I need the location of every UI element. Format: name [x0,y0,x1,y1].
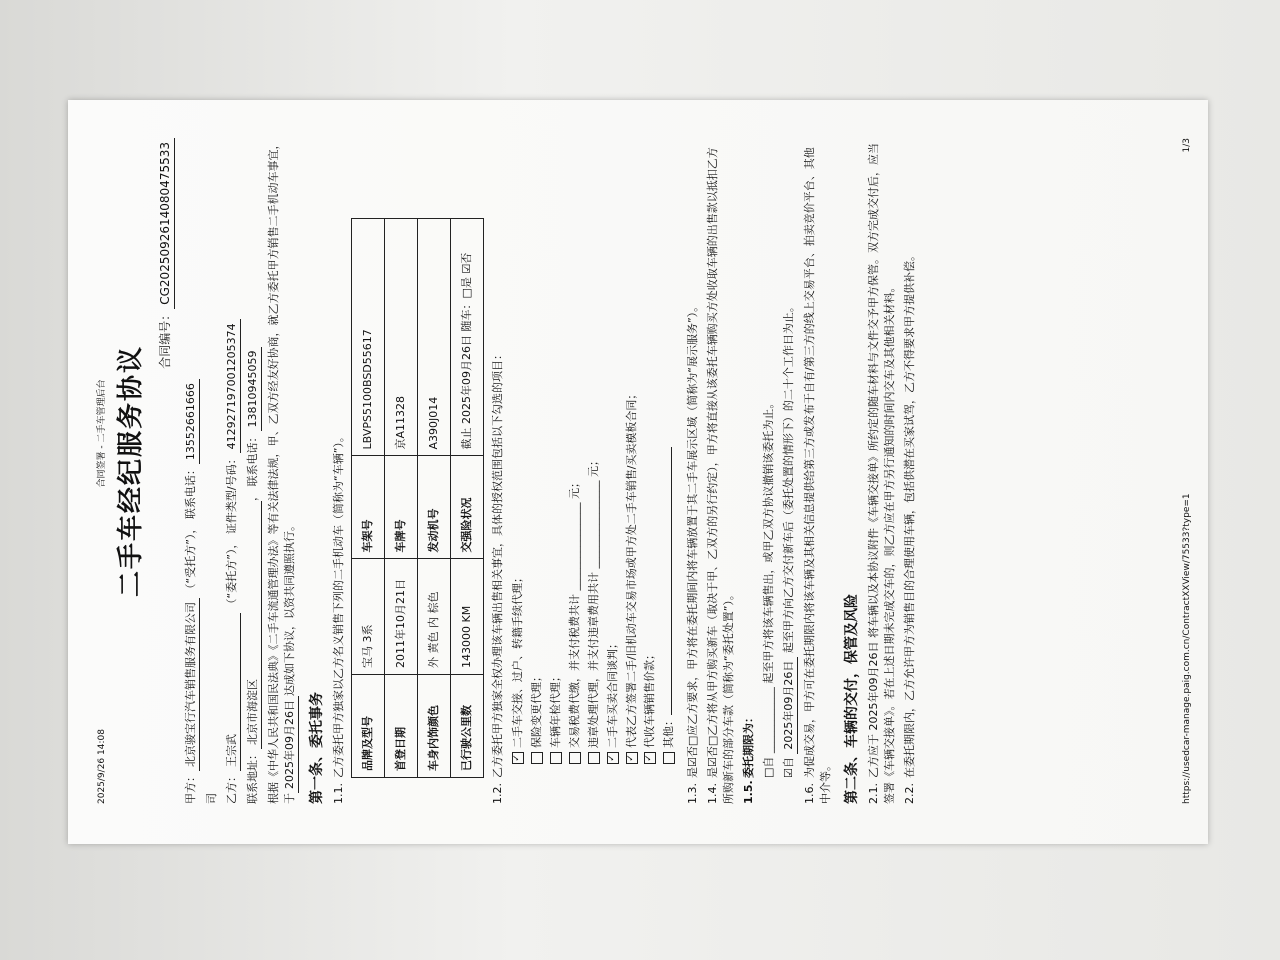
option-item [661,138,677,764]
option-text: 代表乙方签署二手/旧机动车交易市场或甲方处二手车销售/买卖模板合同； [624,388,638,748]
party-b-label: 乙方： [225,771,238,804]
party-a-label: 甲方： [184,771,198,804]
party-a-row: 甲方：北京骏宝行汽车销售服务有限公司 （“受托方”）， 联系电话：13552661666 [183,138,200,804]
engine-label: 发动机号 [417,456,450,559]
party-a-role: （“受托方”） [184,533,198,595]
clause-number: 1.5. [742,780,756,804]
party-b-row: 乙方：王宗武 （“委托方”）， 证件类型/号码：412927197001205374 [224,138,241,804]
party-b-id: 412927197001205374 [224,319,241,453]
contact-address-label: 联系地址： [245,749,259,804]
party-a-name: 北京骏宝行汽车销售服务有限公司 [183,598,200,771]
clause-2-2 [902,138,918,804]
checkbox-icon [663,752,675,764]
preamble-date: 2025年09月26日 [282,696,299,793]
footer-url: https://usedcar-manage.paig.com.cn/ContractXXView/75533?type=1 [1181,493,1192,804]
reg-date-value: 2011年10月21日 [384,559,417,675]
preamble-text: 根据《中华人民共和国民法典》《二手车流通管理办法》等有关法律法规，甲、乙双方经友好协商，就乙方委托甲方销售二手机动车事宜，于 [266,138,296,804]
clause-number: 1.2. [490,783,504,804]
contact-phone: 13810945059 [245,347,262,432]
print-datetime: 2025/9/26 14:08 [97,729,107,804]
option-item [605,138,621,764]
clause-1-4 [705,138,737,804]
checkbox-icon [569,752,581,764]
contract-number-value: CG2025092614080475533 [157,138,175,309]
clause-number: 1.3. [686,783,700,804]
print-header-title: 合同签署 - 二手车管理后台 [97,379,107,488]
contract-number-label: 合同编号： [157,308,172,369]
clause-number: 2.2. [903,783,917,804]
color-label: 车身内饰颜色 [417,675,450,778]
option-item [567,138,583,764]
option-text: 二手车交接、过户、转籍手续代理； [510,572,524,748]
checkbox-icon [588,752,600,764]
clause-text: 乙方委托甲方独家全权办理该车辆出售相关事宜，具体的授权范围包括以下勾选的项目： [490,349,504,778]
clause-text: 是☑否□应乙方要求，甲方将在委托期间内将车辆放置于其二手车展示区域（简称为“展示服务”）。 [686,300,700,778]
clause-1-5 [741,138,757,804]
party-a-phone-label: 联系电话： [184,464,198,520]
authorization-options [510,138,677,804]
option-text: 其他： [662,715,676,748]
preamble [266,138,299,804]
clause-1-1 [331,138,347,804]
preamble-end: 达成如下协议，以资共同遵照执行。 [282,520,296,696]
print-footer [1181,138,1194,804]
party-b-id-label: 证件类型/号码： [225,453,238,535]
plate-label: 车牌号 [384,456,417,559]
term-text-end: 起至甲方向乙方交付新车后（委托处置的情形下）的二十个工作日为止。 [782,301,796,654]
plate-value: 京A11328 [384,219,417,457]
clause-text: 在委托期限内，乙方允许甲方为销售目的合理使用车辆，包括供潜在买家试驾，乙方不得要求甲方提供补偿。 [903,250,917,778]
print-header [96,138,109,804]
term-option-1 [761,138,777,778]
clause-1-2 [490,138,506,804]
color-value: 外 黄色 内 棕色 [417,559,450,675]
clause-2-1 [866,138,898,804]
mileage-label: 已行驶公里数 [450,675,483,778]
vehicle-table [351,218,484,778]
contact-address: 北京市海淀区 [245,501,262,749]
checkbox-icon: ✓ [607,752,619,764]
option-text: 交易税费代缴，并支付税费共计 ________________ 元； [567,477,581,748]
checkbox-icon [550,752,562,764]
option-text: 二手车买卖合同谈判； [605,638,619,748]
mileage-value: 143000 KM [450,559,483,675]
section-2-heading: 第二条、车辆的交付，保管及风险 [843,594,860,804]
option-text: 违章处理代理，并支付违章费用共计 ________________ 元； [586,455,600,748]
footer-page: 1/3 [1181,138,1192,153]
option-text: 代收车辆销售价款； [643,649,657,748]
option-item [642,138,658,764]
clause-text: 委托期限为： [742,712,756,778]
clause-number: 1.4. [706,783,720,804]
option-item [586,138,602,764]
option-item [624,138,640,764]
brand-value: 宝马 3系 [351,559,384,675]
clause-number: 1.6. [802,783,816,804]
clause-text: 是☑否□乙方将从甲方购买新车（取决于甲、乙双方的另行约定），甲方将直接从该委托车辆购买方处收取车辆的出售款以抵扣乙方所购新车的部分车款（简称为“委托处置”）。 [706,147,736,804]
contact-row: 联系地址：北京市海淀区， 联系电话：13810945059 [245,138,262,804]
contract-paper [68,100,1208,844]
clause-1-6 [802,138,834,804]
checkbox-icon: ✓ [626,752,638,764]
checkbox-icon: ✓ [644,752,656,764]
party-a-phone: 13552661666 [183,379,200,464]
reg-date-label: 首登日期 [384,675,417,778]
brand-label: 品牌及型号 [351,675,384,778]
option-item [548,138,564,764]
party-b-role: （“委托方”） [225,548,238,610]
engine-value: A390J014 [417,219,450,457]
clause-text: 乙方应于 2025年09月26日 将车辆以及本协议附件《车辆交接单》所约定的随车材料与文件交予甲方保管。双方完成交付后，应当签署《车辆交接单》。若在上述日期未完成交车的，则乙方应在甲方另行通知的时间内交车及其他相关材料。 [867,143,897,804]
party-b-name: 王宗武 [224,613,241,771]
option-text: 车辆年检代理； [548,671,562,748]
option-text: 保险变更代理； [529,671,543,748]
vin-label: 车架号 [351,456,384,559]
clause-text: 为促成交易，甲方可在委托期限内将该车辆及其相关信息提供给第三方或发布于自有/第三方的线上交易平台、拍卖竞价平台、其他中介等。 [802,147,832,804]
term-text: □自 ____________ 起至甲方将该车辆售出，或甲乙双方协议撤销该委托为止。 [762,397,776,778]
contact-phone-label: 联系电话： [245,431,259,487]
clause-number: 1.1. [332,783,346,804]
clause-1-3 [685,138,701,804]
contract-number [157,138,175,804]
term-date: 2025年09月26日 [781,657,798,754]
checkbox-icon [531,752,543,764]
checkbox-icon: ✓ [512,752,524,764]
insurance-value: 截止 2025年09月26日 随车：□是 ☑否 [450,219,483,457]
insurance-label: 交强险状况 [450,456,483,559]
clause-number: 2.1. [867,783,881,804]
option-item [529,138,545,764]
option-item [510,138,526,764]
clause-text: 乙方委托甲方独家以乙方名义销售下列的二手机动车（简称为“车辆”）。 [332,431,346,778]
term-option-2 [781,138,798,778]
section-1-heading: 第一条、委托事务 [308,692,325,804]
party-a-continued: 司 [205,793,219,804]
document-title: 二手车经纪服务协议 [116,345,147,598]
term-text: ☑自 [782,757,796,778]
vin-value: LBVPS5100BSD55617 [351,219,384,457]
